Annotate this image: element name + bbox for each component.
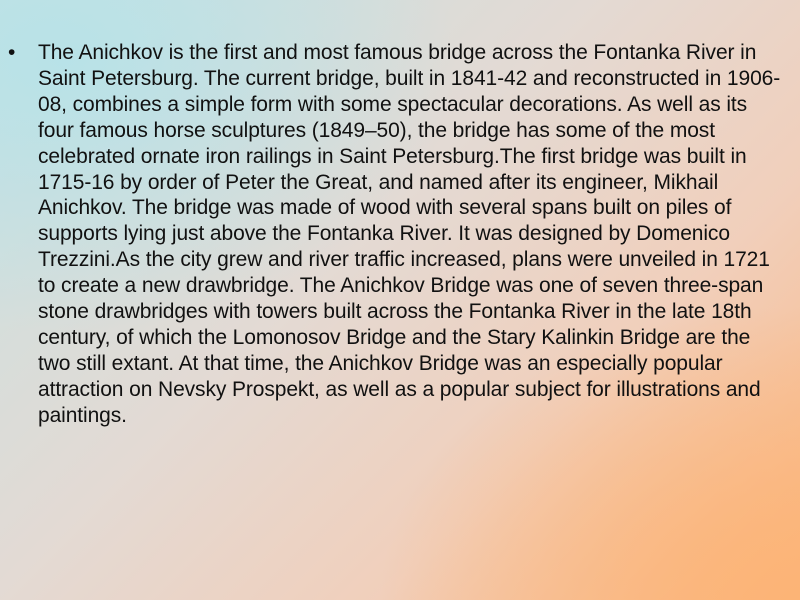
- slide-content: [8, 40, 783, 429]
- bullet-point-icon: •: [8, 41, 16, 64]
- bullet-paragraph: The Anichkov is the first and most famous bridge across the Fontanka River in Saint Petersburg. The current bridge, built in 1841-42 and reconstructed in 1906-08, combines a simple form with some spectacular decorations. As well as its four famous horse sculptures (1849–50), the bridge has some of the most celebrated ornate iron railings in Saint Petersburg.The first bridge was built in 1715-16 by order of Peter the Great, and named after its engineer, Mikhail Anichkov. The bridge was made of wood with several spans built on piles of supports lying just above the Fontanka River. It was designed by Domenico Trezzini.As the city grew and river traffic increased, plans were unveiled in 1721 to create a new drawbridge. The Anichkov Bridge was one of seven three-span stone drawbridges with towers built across the Fontanka River in the late 18th century, of which the Lomonosov Bridge and the Stary Kalinkin Bridge are the two still extant. At that time, the Anichkov Bridge was an especially popular attraction on Nevsky Prospekt, as well as a popular subject for illustrations and paintings.: [38, 41, 781, 427]
- bullet-item: [8, 40, 783, 429]
